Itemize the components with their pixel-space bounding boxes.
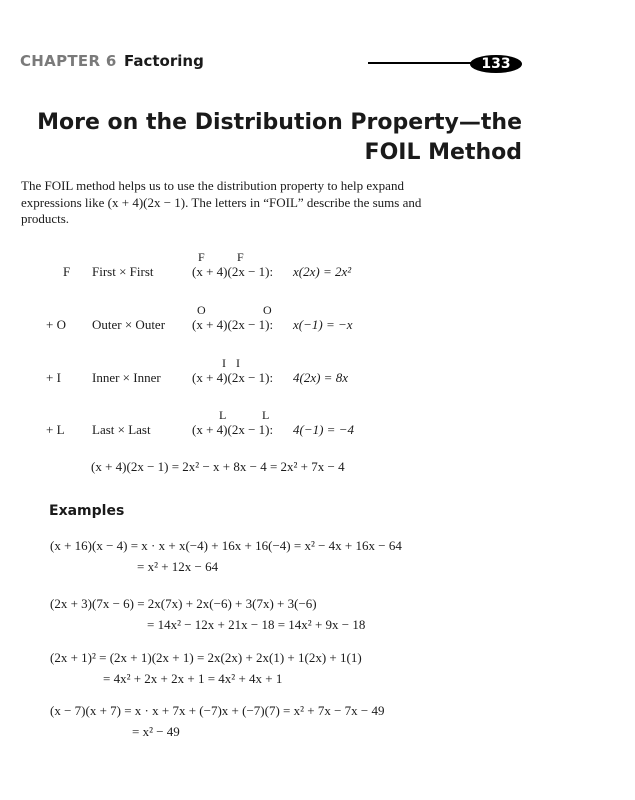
example-line: (x − 7)(x + 7) = x · x + 7x + (−7)x + (−7)(7) = x² + 7x − 7x − 49 [50,703,385,718]
intro-paragraph: The FOIL method helps us to use the distribution property to help expand expressions like (x + 4)(2x − 1). The letters in “FOIL” describe the sums and products. [21,178,422,226]
foil-result: x(2x) = 2x² [293,264,352,279]
example-line: (2x + 3)(7x − 6) = 2x(7x) + 2x(−6) + 3(7x) + 3(−6) [50,596,317,611]
foil-mark: O [263,303,272,317]
chapter-name: Factoring [124,52,204,70]
foil-mark: F [198,250,205,264]
foil-mark: L [219,408,227,422]
foil-result: 4(2x) = 8x [293,370,348,385]
foil-op: F [63,264,71,279]
foil-expr: (x + 4)(2x − 1): [192,317,274,332]
foil-expr: (x + 4)(2x − 1): [192,422,274,437]
foil-mark: O [197,303,206,317]
foil-result: 4(−1) = −4 [293,422,354,437]
foil-mark: I [236,356,240,370]
foil-expr: (x + 4)(2x − 1): [192,370,274,385]
example-line: = 4x² + 2x + 2x + 1 = 4x² + 4x + 1 [103,671,283,686]
foil-op: + O [46,317,66,332]
foil-op: + I [46,370,61,385]
example-line: = x² − 49 [132,724,180,739]
foil-desc: First × First [92,264,154,279]
section-title: More on the Distribution Property—the FOIL Method [37,110,522,165]
foil-mark: I [222,356,226,370]
foil-desc: Last × Last [92,422,151,437]
example-line: (2x + 1)² = (2x + 1)(2x + 1) = 2x(2x) + 2x(1) + 1(2x) + 1(1) [50,650,362,665]
foil-mark: L [262,408,270,422]
header-rule [368,62,478,64]
page-number: 133 [470,55,522,73]
example-line: = x² + 12x − 64 [137,559,219,574]
foil-result: x(−1) = −x [293,317,353,332]
example-line: (x + 16)(x − 4) = x · x + x(−4) + 16x + 16(−4) = x² − 4x + 16x − 64 [50,538,402,553]
foil-desc: Inner × Inner [92,370,161,385]
foil-desc: Outer × Outer [92,317,166,332]
foil-expr: (x + 4)(2x − 1): [192,264,274,279]
examples-heading: Examples [49,503,125,519]
foil-op: + L [46,422,65,437]
foil-mark: F [237,250,244,264]
chapter-label: CHAPTER 6 [20,52,117,70]
foil-summary: (x + 4)(2x − 1) = 2x² − x + 8x − 4 = 2x² + 7x − 4 [91,459,345,474]
example-line: = 14x² − 12x + 21x − 18 = 14x² + 9x − 18 [147,617,366,632]
